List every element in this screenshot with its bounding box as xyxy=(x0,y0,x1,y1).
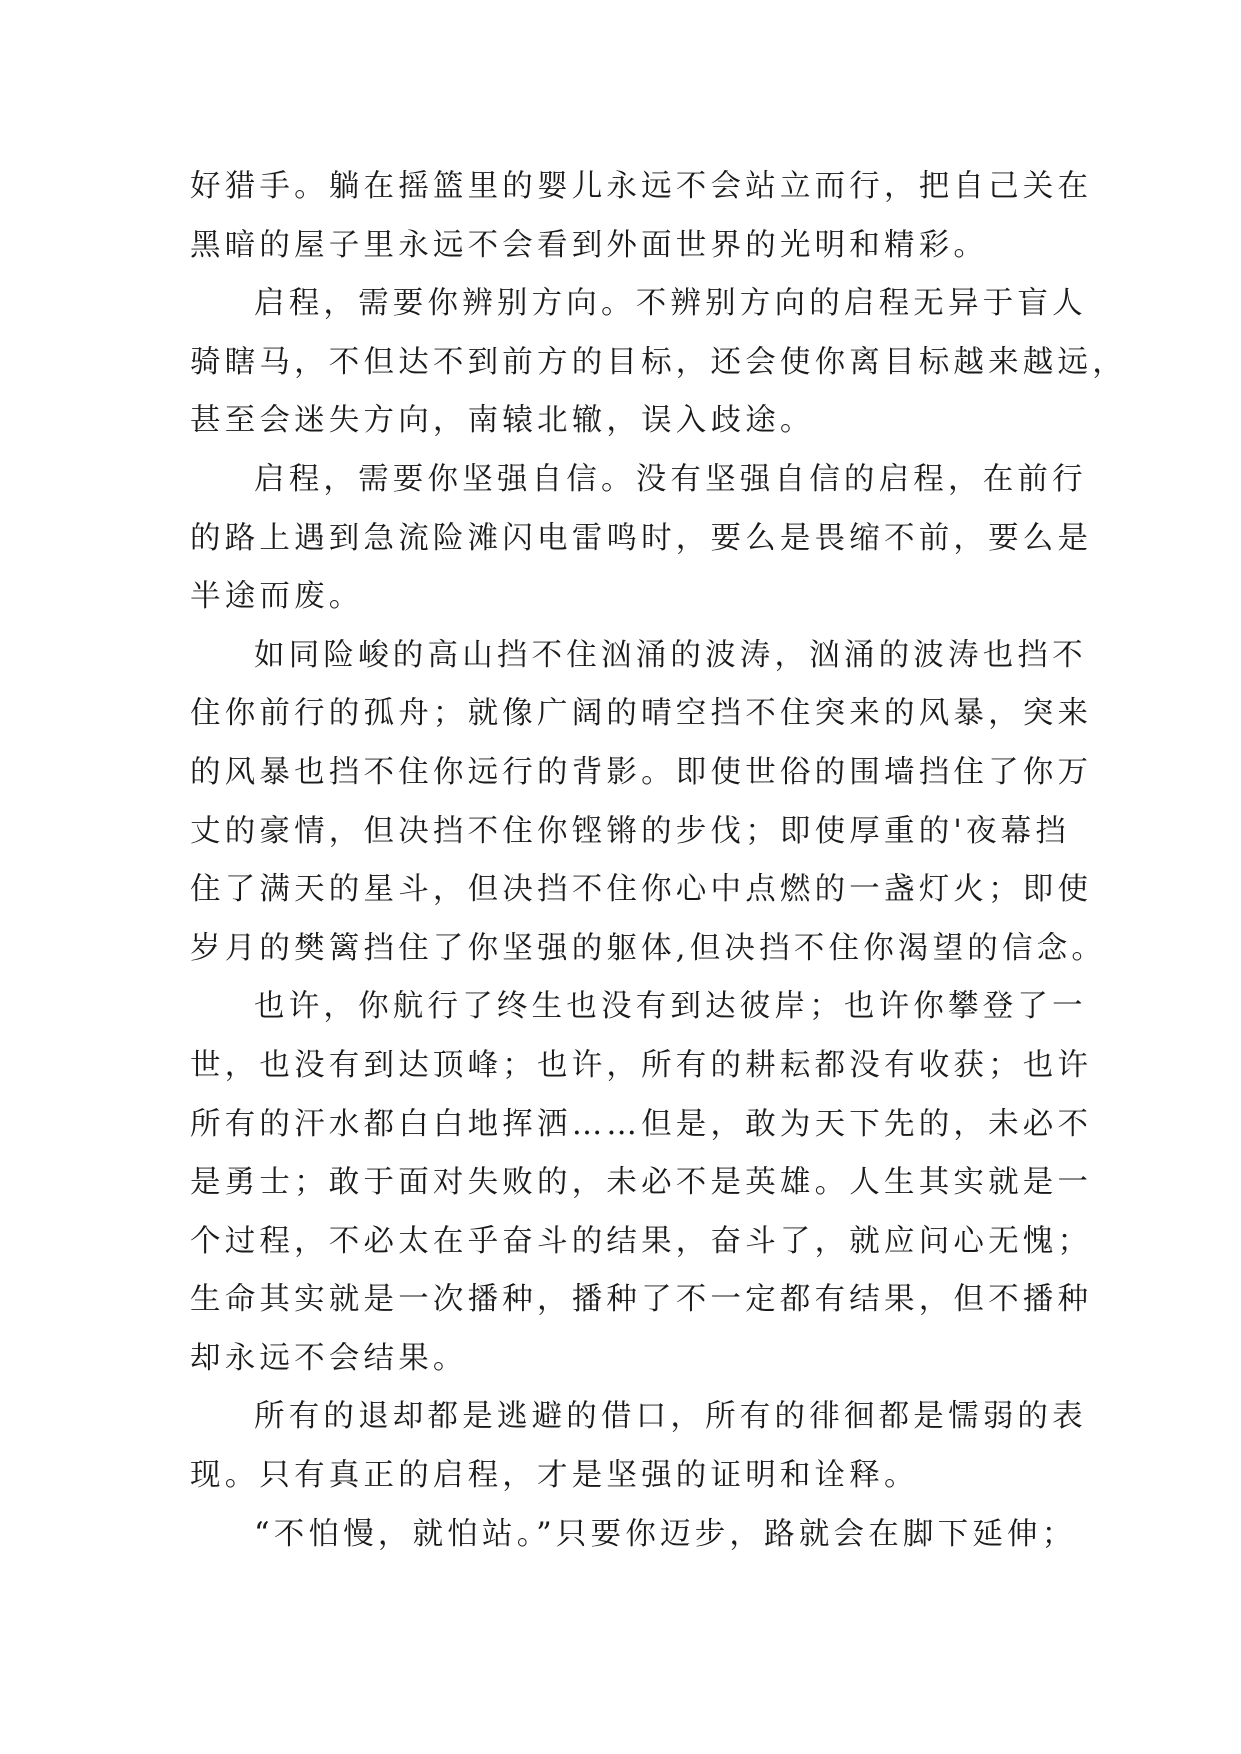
text-line: 世，也没有到达顶峰；也许，所有的耕耘都没有收获；也许 xyxy=(190,1047,1093,1083)
paragraph-start-line: 所有的退却都是逃避的借口，所有的徘徊都是懦弱的表 xyxy=(254,1399,1087,1435)
text-line: 的路上遇到急流险滩闪电雷鸣时，要么是畏缩不前，要么是 xyxy=(190,520,1093,556)
body-text xyxy=(190,158,1127,1564)
text-line: 骑瞎马，不但达不到前方的目标，还会使你离目标越来越远， xyxy=(190,344,1127,380)
paragraph-start-line: “不怕慢，就怕站。”只要你迈步，路就会在脚下延伸； xyxy=(254,1516,1077,1552)
text-line: 生命其实就是一次播种，播种了不一定都有结果，但不播种 xyxy=(190,1282,1093,1318)
text-line: 岁月的樊篱挡住了你坚强的躯体,但决挡不住你渴望的信念。 xyxy=(190,930,1107,966)
paragraph-start-line: 启程，需要你辨别方向。不辨别方向的启程无异于盲人 xyxy=(254,286,1087,322)
text-line: 却永远不会结果。 xyxy=(190,1340,468,1376)
text-line: 是勇士；敢于面对失败的，未必不是英雄。人生其实就是一 xyxy=(190,1165,1093,1201)
text-line: 半途而废。 xyxy=(190,579,364,615)
paragraph-start-line: 启程，需要你坚强自信。没有坚强自信的启程，在前行 xyxy=(254,461,1087,497)
text-line: 个过程，不必太在乎奋斗的结果，奋斗了，就应问心无愧； xyxy=(190,1223,1093,1259)
text-line: 现。只有真正的启程，才是坚强的证明和诠释。 xyxy=(190,1458,919,1494)
paragraph-start-line: 也许，你航行了终生也没有到达彼岸；也许你攀登了一 xyxy=(254,989,1087,1025)
text-line: 住了满天的星斗，但决挡不住你心中点燃的一盏灯火；即使 xyxy=(190,872,1093,908)
text-line: 黑暗的屋子里永远不会看到外面世界的光明和精彩。 xyxy=(190,227,989,263)
text-line: 丈的豪情，但决挡不住你铿锵的步伐；即使厚重的'夜幕挡 xyxy=(190,813,1071,849)
text-line: 好猎手。躺在摇篮里的婴儿永远不会站立而行，把自己关在 xyxy=(190,169,1093,204)
text-line: 住你前行的孤舟；就像广阔的晴空挡不住突来的风暴，突来 xyxy=(190,696,1093,732)
text-line: 的风暴也挡不住你远行的背影。即使世俗的围墙挡住了你万 xyxy=(190,754,1093,790)
text-line: 甚至会迷失方向，南辕北辙，误入歧途。 xyxy=(190,403,815,439)
paragraph-start-line: 如同险峻的高山挡不住汹涌的波涛，汹涌的波涛也挡不 xyxy=(254,637,1087,673)
text-line: 所有的汗水都白白地挥洒……但是，敢为天下先的，未必不 xyxy=(190,1106,1093,1142)
